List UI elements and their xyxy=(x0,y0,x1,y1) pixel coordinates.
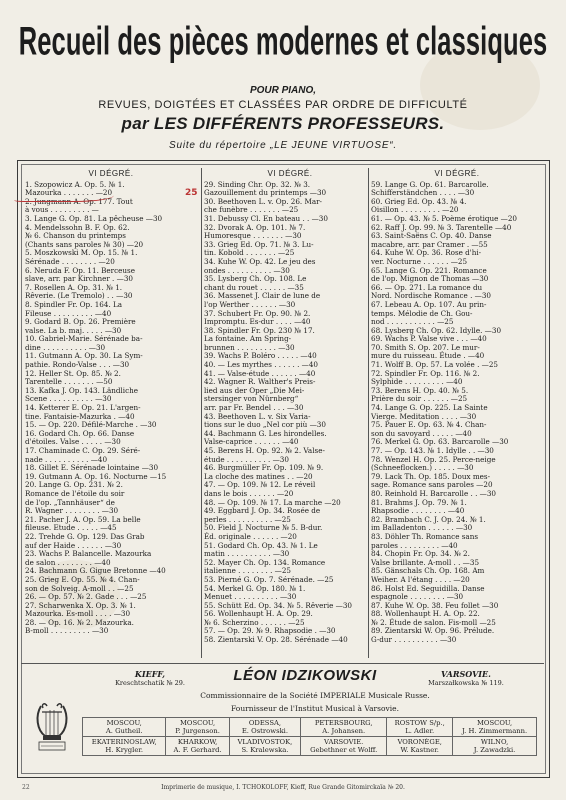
entry-list xyxy=(204,181,376,645)
catalogue-entry: 17. Chaminade C. Op. 29. Séré- nade . . . . . . . . . . —40 xyxy=(25,446,141,464)
catalogue-column-1 xyxy=(25,170,197,636)
catalogue-entry: 25. Grieg E. Op. 55. № 4. Chan- son de Solveig. A-moll . . —25 xyxy=(25,574,140,593)
agent-cell: KHARKOW, A. F. Gerhard. xyxy=(166,737,229,756)
catalogue-entry: 46. Burgmüller Fr. Op. 109. № 9. La cloche des matines . . —20 xyxy=(204,463,324,481)
catalogue-entry: 39. Wachs P. Boléro . . . . . —40 xyxy=(204,351,317,361)
catalogue-entry: 11. Gutmann A. Op. 30. La Sym- pathie. Rondo-Valse . . . —30 xyxy=(25,351,143,370)
catalogue-entry: 78. Wenzel H. Op. 25. Perce-neige (Schneeflocken.) . . . . . —30 xyxy=(371,454,496,473)
publisher-right-address: Marszałkowska № 119. xyxy=(428,679,504,687)
publisher-varsovie xyxy=(411,670,521,688)
column-heading: VI DÉGRÉ. xyxy=(267,169,313,178)
catalogue-entry: 35. Lysberg Ch. Op. 108. Le chant du rouet . . . . . . —35 xyxy=(204,274,307,292)
catalogue-entry: 54. Merkel G. Op. 180. № 1. Menuet . . . . . . . . . . —30 xyxy=(204,583,306,602)
catalogue-entry: 42. Wagner R. Walther's Preis- lied aus der Oper „Die Mei- stersinger von Nürnberg“ arr. par Fr. Bendel . . . —30 xyxy=(204,377,316,413)
publisher-supplier-line: Fournisseur de l'Institut Musical à Varsovie. xyxy=(231,704,399,713)
professors-line: par LES DIFFÉRENTS PROFESSEURS. xyxy=(121,114,445,133)
catalogue-entry: 30. Beethoven L. v. Op. 26. Mar- che funèbre . . . . . . . —25 xyxy=(204,196,322,215)
catalogue-entry: 14. Ketterer E. Op. 21. L'argen- tine. Fantaisie-Mazurka . —40 xyxy=(25,403,141,421)
catalogue-entry: 62. Raff J. Op. 99. № 3. Tarentelle —40 xyxy=(371,222,512,232)
catalogue-entry: 23. Wachs P. Balancelle. Mazourka de salon . . . . . . . . —40 xyxy=(25,549,152,567)
agent-cell: MOSCOU, A. Gutheil. xyxy=(83,718,166,737)
catalogue-entry: 28. — Op. 16. № 2. Mazourka. B-moll . . . . . . . . . —30 xyxy=(25,617,134,636)
publisher-right-city: VARSOVIE. xyxy=(441,669,491,679)
catalogue-entry: 20. Lange G. Op. 231. № 2. Romance de l'étoile du soir de l'op. „Tannhäuser“ de R. Wagner . . . . . . . . —30 xyxy=(25,480,125,516)
agent-cell: VARSOVIE. Gebethner et Wolff. xyxy=(301,737,387,756)
catalogue-entry: 3. Lange G. Op. 81. La pêcheuse —30 xyxy=(25,213,163,223)
catalogue-entry: 66. — Op. 271. La romance du Nord. Nordische Romance . —30 xyxy=(371,282,491,301)
catalogue-entry: 65. Lange G. Op. 221. Romance de l'op. Mignon de Thomas —30 xyxy=(371,265,489,284)
catalogue-entry: 38. Spindler Fr. Op. 230 № 17. La fontaine. Am Spring- brunnen . . . . . . . . . —30 xyxy=(204,325,315,352)
agent-cell: ROSTOW S/p., L. Adler. xyxy=(387,718,453,737)
publisher-kieff xyxy=(95,670,205,688)
agent-cell: VLADIVOSTOK, S. Kralewska. xyxy=(229,737,300,756)
catalogue-entry: 84. Chopin Fr. Op. 34. № 2. Valse brillante. A-moll . . —35 xyxy=(371,549,480,567)
column-heading: VI DÉGRÉ. xyxy=(434,169,480,178)
catalogue-entry: 57. — Op. 29. № 9. Rhapsodie . —30 xyxy=(204,626,336,636)
catalogue-entry: 50. Field J. Nocturne № 5. B-dur. Éd. originale . . . . . . —20 xyxy=(204,523,323,541)
catalogue-entry: 56. Wollenhaupt H. A. Op. 29. № 6. Scherzino . . . . . . —25 xyxy=(204,609,313,627)
catalogue-entry: 86. Holst Ed. Seguidilla. Danse espagnole . . . . . . . . —30 xyxy=(371,583,485,602)
catalogue-entry: 82. Brambach C. J. Op. 24. № 1. im Balladenton . . . . . . —30 xyxy=(371,514,486,533)
catalogue-entry: 77. — Op. 143. № 1. Idylle . . —30 xyxy=(371,446,494,455)
catalogue-entry: 29. Sinding Chr. Op. 32. № 3. Gazouillement du printemps —30 xyxy=(204,179,327,198)
catalogue-entry: 49. Eggbard J. Op. 34. Rosée de perles . . . . . . . . . . —25 xyxy=(204,506,321,524)
catalogue-entry: 80. Reinhold H. Barcarolle . . —30 xyxy=(371,488,496,498)
agent-cell: MOSCOU, J. H. Zimmermann. xyxy=(453,718,537,737)
printer-imprint: Imprimerie de musique, I. TCHOKOLOFF, Kieff, Rue Grande Gitomirckaïa № 20. xyxy=(161,784,405,791)
catalogue-column-3 xyxy=(371,170,543,645)
publisher-left-address: Kreschtschatik № 29. xyxy=(115,679,185,687)
catalogue-entry: 36. Massenet J. Clair de lune de l'op Werther . . . . . . —30 xyxy=(204,291,321,309)
catalogue-entry: 88. Wollenhaupt H. A. Op. 22. № 2. Étude de salon. Fis-moll —25 xyxy=(371,609,496,627)
catalogue-entry: 19. Gutmann A. Op. 16. Nocturne —15 xyxy=(25,471,167,481)
catalogue-entry: 31. Debussy Cl. En bateau . . —30 xyxy=(204,213,328,223)
agents-table xyxy=(82,717,537,756)
catalogue-entry: 44. Bachmann G. Les hirondelles. Valse-caprice . . . . . . —40 xyxy=(204,428,327,447)
catalogue-entry: 48. — Op. 109. № 17. La marche —20 xyxy=(204,497,341,507)
catalogue-entry: 37. Schubert Fr. Op. 90. № 2. Impromptu. Es-dur . . . . —40 xyxy=(204,308,311,327)
catalogue-entry: 81. Brahms J. Op. 79. № 1. Rhapsodie . . . . . . . . —40 xyxy=(371,497,467,516)
publisher-name: LÉON IDZIKOWSKI xyxy=(233,667,377,684)
catalogue-entry: 6. Neruda F. Op. 11. Berceuse slave, arr. par Kirchner . —30 xyxy=(25,265,135,284)
page-title: Recueil des pièces modernes et classiques xyxy=(18,20,548,64)
catalogue-entry: 87. Kuhe W. Op. 38. Feu follet —30 xyxy=(371,600,499,610)
catalogue-entry: 8. Spindler Fr. Op. 164. La Fileuse . . . . . . . . . —40 xyxy=(25,299,123,318)
catalogue-entry: 27. Scharwenka X. Op. 3. № 1. Mazourka. Es-moll . . . . —30 xyxy=(25,600,136,619)
catalogue-entry: 12. Heller St. Op. 85. № 2. Tarentelle . . . . . . . —50 xyxy=(25,368,121,387)
catalogue-entry: 83. Döhler Th. Romance sans paroles . . . . . . . . . —40 xyxy=(371,531,479,550)
agent-cell: EKATERINOSLAW, H. Krygler. xyxy=(83,737,166,756)
publisher-left-city: KIEFF, xyxy=(134,669,166,679)
catalogue-entry: 58. Zientarski V. Op. 28. Sérénade —40 xyxy=(204,635,348,645)
catalogue-entry: 22. Trehde G. Op. 129. Das Grab auf der Haide . . . . . . —30 xyxy=(25,531,145,550)
catalogue-entry: 55. Schütt Ed. Op. 34. № 5. Rêverie —30 xyxy=(204,600,352,610)
agent-cell: PETERSBOURG, A. Johansen. xyxy=(301,718,387,737)
catalogue-entry: 67. Lebeau A. Op. 107. Au prin- temps. Mélodie de Ch. Gou- nod . . . . . . . . . . . —25 xyxy=(371,299,487,327)
catalogue-entry: 32. Dvorak A. Op. 101. № 7. Humoresque . . . . . . . —30 xyxy=(204,222,306,241)
catalogue-entry: 21. Pacher J. A. Op. 59. La belle fileuse. Etude . . . . . —45 xyxy=(25,514,141,533)
catalogue-entry: 15. — Op. 220. Défilé-Marche . —30 xyxy=(25,420,157,430)
catalogue-entry: 51. Godard Ch. Op. 43. № 1. Le matin . . . . . . . . . . —30 xyxy=(204,540,318,559)
agent-cell: VORONÈGE, W. Kastner. xyxy=(387,737,453,756)
catalogue-entry: 52. Mayer Ch. Op. 134. Romance italienne . . . . . . . . —25 xyxy=(204,557,326,576)
catalogue-entry: 4. Mendelssohn B. F. Op. 62. № 6. Chanson du printemps (Chants sans paroles № 30) —20 xyxy=(25,222,144,249)
catalogue-entry: 7. Rosellen A. Op. 31. № 1. Rêverie. (Le Tremolo) . . —30 xyxy=(25,282,133,301)
catalogue-entry: 79. Lack Th. Op. 185. Doux mes- sage. Romance sans paroles —20 xyxy=(371,471,493,490)
catalogue-entry: 26. — Op. 57. № 2. Gade . . . —25 xyxy=(25,592,147,602)
catalogue-entry: 71. Wolff B. Op. 57. La volée . —25 xyxy=(371,360,498,370)
catalogue-entry: 24. Bachmann G. Gigue Bretonne —40 xyxy=(25,566,166,576)
publisher-commission-line: Commissionnaire de la Société IMPERIALE Musicale Russe. xyxy=(200,691,430,700)
agent-cell: WILNO, J. Zawadzki. xyxy=(453,737,537,756)
catalogue-entry: 5. Moszkowski M. Op. 15. № 1. Sérénade . . . . . . . . —20 xyxy=(25,248,138,266)
catalogue-entry: 10. Gabriel-Marie. Sérénade ba- dine . . . . . . . . . . —30 xyxy=(25,334,143,352)
catalogue-column-2 xyxy=(204,170,376,645)
catalogue-entry: 63. Saint-Saëns C. Op. 40. Danse macabre, arr. par Cramer . —55 xyxy=(371,231,492,249)
agent-cell: MOSCOU, P. Jurgenson. xyxy=(166,718,229,737)
catalogue-entry: 64. Kuhe W. Op. 36. Rose d'hi- ver. Nocturne . . . . . . —25 xyxy=(371,248,482,266)
catalogue-entry: 61. — Op. 43. № 5. Poème érotique —20 xyxy=(371,213,517,223)
catalogue-entry: 89. Zientarski W. Op. 96. Prélude. G-dur . . . . . . . . . . —30 xyxy=(371,626,495,645)
catalogue-entry: 13. Kafka J. Op. 143. Ländliche Scene . . . . . . . . . . —30 xyxy=(25,385,138,404)
catalogue-entry: 41. — Valse-étude . . . . . . —40 xyxy=(204,368,316,378)
agents-row xyxy=(83,718,537,737)
handwritten-underline xyxy=(14,185,114,202)
catalogue-entry: 85. Gänschals Ch. Op. 168. Am Weiher. A l'étang . . . . —20 xyxy=(371,566,485,584)
subtitle-instrument: POUR PIANO, xyxy=(249,85,317,96)
catalogue-entry: 9. Godard B. Op. 26. Première valse. La b. maj. . . . . —30 xyxy=(25,317,136,335)
agents-row xyxy=(83,737,537,756)
agent-cell: ODESSA, E. Ostrowski. xyxy=(229,718,300,737)
catalogue-entry: 59. Lange G. Op. 61. Barcarolle. Schifferständchen . . . . —30 xyxy=(371,179,489,198)
catalogue-entry: 69. Wachs P. Valse vive . . . —40 xyxy=(371,334,487,344)
footer-divider xyxy=(21,663,544,664)
entry-list xyxy=(25,181,197,636)
catalogue-entry: 73. Berens H. Op. 40. № 5. Prière du soir . . . . . . —25 xyxy=(371,385,469,404)
catalogue-entry: 34. Kuhe W. Op. 42. Le jeu des ondes . . . . . . . . . . —30 xyxy=(204,256,316,275)
catalogue-entry: 53. Pierné G. Op. 7. Sérénade. —25 xyxy=(204,574,334,584)
catalogue-entry: 72. Spindler Fr. Op. 116. № 2. Sylphide . . . . . . . . . —40 xyxy=(371,368,480,387)
catalogue-entry: 75. Pauer E. Op. 63. № 4. Chan- son du savoyard . . . . . —40 xyxy=(371,420,487,438)
catalogue-entry: 40. — Les myrthes . . . . . . —40 xyxy=(204,360,318,370)
catalogue-entry: 1. Szopowicz A. Op. 5. № 1. Mazourka . . . . . . . —20 xyxy=(25,179,125,198)
catalogue-entry: 16. Godard Ch. Op. 66. Danse d'étoiles. Valse . . . . . —30 xyxy=(25,428,135,447)
catalogue-entry: 68. Lysberg Ch. Op. 62. Idylle. —30 xyxy=(371,325,502,335)
entry-list xyxy=(371,181,543,645)
catalogue-entry: 74. Lange G. Op. 225. La Sainte Vierge. Meditation . . . . —30 xyxy=(371,403,488,421)
subtitle-description: REVUES, DOIGTÉES ET CLASSÉES PAR ORDRE DE DIFFICULTÉ xyxy=(98,99,468,111)
column-divider xyxy=(201,168,202,658)
catalogue-entry: 60. Grieg Ed. Op. 43. № 4. Oisillon . . . . . . . . . —20 xyxy=(371,196,467,215)
suite-line: Suite du répertoire „LE JEUNE VIRTUOSE“. xyxy=(169,140,397,151)
catalogue-entry: 33. Grieg Ed. Op. 71. № 3. Lu- tin. Kobold . . . . . . . —25 xyxy=(204,239,314,258)
catalogue-entry: 43. Beethoven L. v. Six Varia- tions sur le duo „Nel cor più —30 xyxy=(204,411,326,430)
catalogue-entry: 45. Berens H. Op. 92. № 2. Valse- étude . . . . . . . . . . —30 xyxy=(204,446,325,464)
page-number: 22 xyxy=(22,784,30,791)
catalogue-entry: 2. Jungmann A. Op. 177. Tout à vous . . . . . . . . . — xyxy=(25,196,133,215)
column-heading: VI DÉGRÉ. xyxy=(88,169,134,178)
catalogue-entry: 18. Gillet E. Sérénade lointaine —30 xyxy=(25,463,159,473)
catalogue-entry: 70. Smith S. Op. 207. Le mur- mure du ruisseau. Étude . —40 xyxy=(371,342,485,361)
lyre-logo-icon xyxy=(33,700,71,756)
handwritten-price-mark: 25 xyxy=(185,188,198,198)
catalogue-entry: 47. — Op. 109. № 12. Le réveil dans le bois . . . . . . —20 xyxy=(204,480,316,498)
catalogue-entry: 76. Merkel G. Op. 63. Barcarolle —30 xyxy=(371,437,509,447)
